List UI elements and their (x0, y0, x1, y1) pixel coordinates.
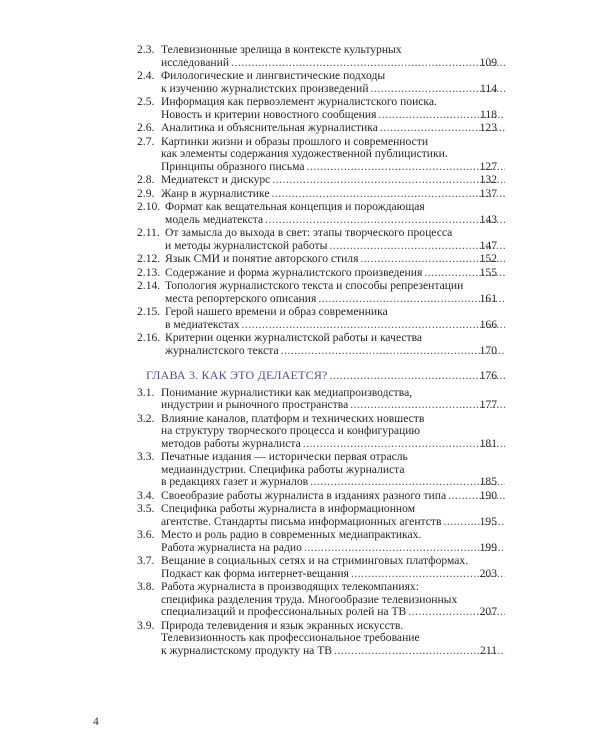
toc-entry-line (161, 174, 505, 187)
toc-entry-title (161, 96, 505, 121)
toc-page-number: 109 (479, 55, 497, 69)
chapter-heading: ГЛАВА 3. КАК ЭТО ДЕЛАЕТСЯ? (146, 369, 328, 382)
toc-chapter-entry (0, 369, 600, 383)
toc-entry-line-text: Новость и критерии новостного сообщения (161, 108, 377, 121)
toc-entry (0, 529, 600, 554)
toc-entry-line-text: Жанр в журналистике (161, 187, 270, 200)
toc-entry-line-text: Вещание в социальных сетях и на стриминговых платформах. (161, 555, 469, 567)
toc-entry-line-text: Телевизионность как профессиональное требование (161, 632, 420, 644)
toc-entry-title (165, 227, 505, 252)
toc-entry-title (165, 201, 505, 226)
toc-entry-line-text: в медиатекстах (165, 318, 240, 331)
toc-entry-line-text: Понимание журналистики как медиапроизводства, (161, 386, 413, 399)
toc-entry-title (161, 413, 505, 451)
toc-page-number: 203 (479, 566, 497, 580)
toc-entry-line-text: Язык СМИ и понятие авторского стиля (165, 253, 359, 265)
toc-entry-line (161, 606, 505, 619)
toc-entry (0, 555, 600, 580)
toc-page-number: 143 (479, 212, 497, 226)
toc-entry-line (161, 645, 505, 658)
dot-leader (231, 57, 505, 70)
toc-page-number: 185 (479, 475, 497, 488)
toc-entry-line-text: От замысла до выхода в свет: этапы творческого процесса (165, 227, 453, 239)
toc-entry-line-text: Филологические и лингвистические подходы (161, 70, 386, 82)
toc-entry-title (161, 387, 505, 412)
toc-entry-title (161, 555, 505, 580)
toc-entry-title (161, 529, 505, 554)
toc-entry-line-text: Принципы образного письма (161, 160, 305, 173)
toc-entry-line-text: Место и роль радио в современных медиапрактиках. (161, 529, 422, 541)
toc-entry-line-text: и методы журналистской работы (165, 239, 328, 252)
toc-page-number: 161 (479, 291, 497, 305)
toc-entry-line-text: Специфика работы журналиста в информационном (161, 503, 416, 515)
toc-entry-line (161, 490, 505, 503)
toc-entry-title (165, 267, 505, 280)
toc-entry-line (161, 83, 505, 96)
toc-entry-line-text: Топология журналистского текста и способы репрезентации (165, 280, 464, 292)
toc-entry-number: 3.7. (137, 554, 155, 567)
toc-page-number: 211 (480, 643, 497, 657)
table-of-contents (0, 44, 600, 658)
toc-entry-title (165, 280, 505, 305)
toc-entry-line (165, 240, 505, 253)
toc-page-number: 190 (479, 488, 497, 502)
toc-entry (0, 44, 600, 69)
toc-entry-title (161, 620, 505, 658)
toc-entry-number: 2.13. (137, 265, 161, 279)
toc-entry-line (161, 161, 505, 174)
toc-entry-line (165, 319, 505, 332)
toc-entry (0, 387, 600, 412)
toc-page-number: 181 (479, 436, 497, 450)
toc-entry-line-text: индустрии и рыночного пространства (161, 399, 349, 411)
toc-entry-line-text: к журналистскому продукту на ТВ (161, 644, 333, 657)
toc-entry-line-text: на структуру творческого процесса и конфигурацию (161, 425, 421, 437)
toc-entry-number (122, 369, 146, 383)
toc-entry-title (165, 332, 505, 357)
toc-entry-line (161, 399, 505, 412)
toc-entry (0, 581, 600, 619)
toc-entry-title (161, 44, 505, 69)
dot-leader (242, 319, 505, 332)
toc-entry-line (161, 188, 505, 201)
toc-page-number: 155 (479, 265, 497, 279)
toc-entry-number: 2.15. (137, 305, 161, 318)
toc-entry-line (161, 476, 505, 489)
toc-entry-line-text: модель медиатекста (165, 213, 264, 226)
toc-entry (0, 332, 600, 357)
toc-page-number: 114 (480, 81, 497, 95)
toc-entry-title (161, 451, 505, 489)
toc-entry-line (161, 542, 505, 555)
toc-entry-line (146, 369, 506, 383)
toc-entry-number: 2.6. (137, 121, 155, 134)
toc-entry-line (161, 516, 505, 529)
toc-entry-number: 2.7. (137, 134, 155, 148)
toc-entry-title (161, 188, 505, 201)
toc-entry-line-text: Своеобразие работы журналиста в изданиях разного типа (161, 489, 447, 502)
toc-entry-number: 3.3. (137, 450, 155, 463)
toc-entry (0, 413, 600, 451)
toc-entry-number: 2.3. (137, 43, 155, 56)
toc-entry-number: 3.2. (137, 411, 155, 425)
toc-entry-line (165, 345, 505, 358)
toc-entry (0, 503, 600, 528)
toc-entry-line-text: Картинки жизни и образы прошлого и современности (161, 135, 429, 148)
toc-entry-number: 2.9. (137, 186, 155, 200)
toc-entry-title (165, 253, 505, 266)
toc-entry-title (161, 122, 505, 135)
toc-entry-number: 2.16. (137, 331, 161, 344)
toc-entry-line-text: Природа телевидения и язык экранных искусств. (161, 619, 404, 632)
toc-entry-line-text: методов работы журналиста (161, 437, 301, 450)
toc-entry (0, 490, 600, 503)
toc-entry-line-text: Содержание и форма журналистского произведения (165, 266, 423, 279)
toc-page-number: 132 (479, 173, 497, 186)
toc-entry-line-text: специализаций и профессиональных ролей на ТВ (161, 606, 407, 618)
toc-entry-line (161, 109, 505, 122)
toc-page-number: 118 (480, 107, 497, 121)
toc-entry-number: 2.14. (137, 279, 161, 292)
toc-entry (0, 280, 600, 305)
toc-entry (0, 70, 600, 95)
toc-entry-title (146, 369, 506, 383)
toc-entry-number: 3.4. (137, 488, 155, 502)
toc-entry-number: 2.5. (137, 95, 155, 108)
toc-entry-line-text: Печатные издания — исторически первая отрасль (161, 451, 408, 463)
toc-entry (0, 253, 600, 266)
toc-entry-line (161, 57, 505, 70)
toc-entry (0, 188, 600, 201)
toc-entry-line-text: Формат как вещательная концепция и порождающая (165, 201, 425, 213)
toc-entry-title (165, 306, 505, 331)
toc-entry-line-text: в редакциях газет и журналов (161, 476, 309, 488)
toc-entry (0, 306, 600, 331)
toc-entry-number: 2.4. (137, 69, 155, 82)
toc-entry-line (165, 267, 505, 280)
toc-page-number: 170 (479, 343, 497, 357)
toc-entry-line-text: Критерии оценки журналистской работы и качества (165, 332, 423, 344)
toc-entry-line-text: Работа журналиста на радио (161, 541, 302, 554)
toc-entry-line (165, 253, 505, 266)
toc-entry (0, 136, 600, 174)
toc-entry-line-text: Влияние каналов, платформ и технических новшеств (161, 412, 425, 425)
toc-entry-number: 2.10. (137, 200, 161, 213)
toc-entry (0, 620, 600, 658)
toc-entry (0, 227, 600, 252)
toc-entry-number: 2.11. (137, 226, 160, 239)
toc-entry-line-text: агентстве. Стандарты письма информационных агентств (161, 515, 442, 528)
toc-entry (0, 201, 600, 226)
toc-entry-line-text: Медиатекст и дискурс (161, 174, 271, 186)
toc-entry-number: 3.9. (137, 618, 155, 632)
toc-entry-title (161, 174, 505, 187)
toc-entry (0, 267, 600, 280)
toc-page-number: 176 (479, 369, 497, 382)
toc-entry-number: 3.6. (137, 528, 155, 541)
toc-entry (0, 96, 600, 121)
toc-page-number: 147 (479, 238, 497, 252)
toc-page-number: 177 (479, 398, 497, 411)
toc-entry-title (161, 581, 505, 619)
toc-page-number: 152 (479, 252, 497, 265)
toc-entry-line (161, 438, 505, 451)
toc-entry-title (161, 70, 505, 95)
toc-entry (0, 122, 600, 135)
toc-page-number: 207 (479, 605, 497, 618)
toc-entry-line-text: исследований (161, 56, 230, 69)
toc-entry-line-text: Информация как первоэлемент журналистского поиска. (161, 96, 437, 108)
toc-entry-line-text: Подкаст как форма интернет-вещания (161, 567, 349, 580)
toc-entry-line-text: как элементы содержания художественной публицистики. (161, 148, 448, 160)
toc-entry-line-text: специфика разделения труда. Многообразие телевизионных (161, 593, 458, 606)
toc-entry-line-text: к изучению журналистских произведений (161, 82, 369, 95)
toc-entry-line-text: места репортерского описания (165, 292, 317, 305)
toc-page-number: 199 (479, 540, 497, 554)
toc-entry-line (161, 568, 505, 581)
toc-entry-number: 3.8. (137, 580, 155, 593)
toc-entry-number: 2.12. (137, 252, 161, 265)
toc-entry-line (165, 214, 505, 227)
page-folio: 4 (93, 715, 99, 728)
toc-entry-line-text: журналистского текста (165, 344, 279, 357)
toc-entry-title (161, 136, 505, 174)
toc-page-number: 166 (479, 317, 497, 331)
toc-entry-number: 2.8. (137, 173, 155, 186)
toc-page-number: 127 (479, 159, 497, 173)
toc-entry (0, 451, 600, 489)
toc-entry-number: 3.1. (137, 385, 155, 399)
toc-entry (0, 174, 600, 187)
toc-entry-title (161, 503, 505, 528)
toc-entry-line-text: Работа журналиста в производящих телекомпаниях: (161, 581, 419, 593)
toc-entry-line-text: Телевизионные зрелища в контексте культурных (161, 44, 402, 56)
toc-entry-number: 3.5. (137, 502, 155, 515)
toc-entry-line-text: Аналитика и объяснительная журналистика (161, 122, 378, 134)
toc-page-number: 195 (479, 514, 497, 528)
toc-page-number: 123 (479, 121, 497, 134)
toc-entry-line (165, 293, 505, 306)
toc-entry-title (161, 490, 505, 503)
toc-page-number: 137 (479, 186, 497, 200)
toc-entry-line-text: Герой нашего времени и образ современника (165, 306, 388, 318)
toc-entry-line-text: медиаиндустрии. Специфика работы журналиста (161, 463, 405, 476)
toc-entry-line (161, 122, 505, 135)
